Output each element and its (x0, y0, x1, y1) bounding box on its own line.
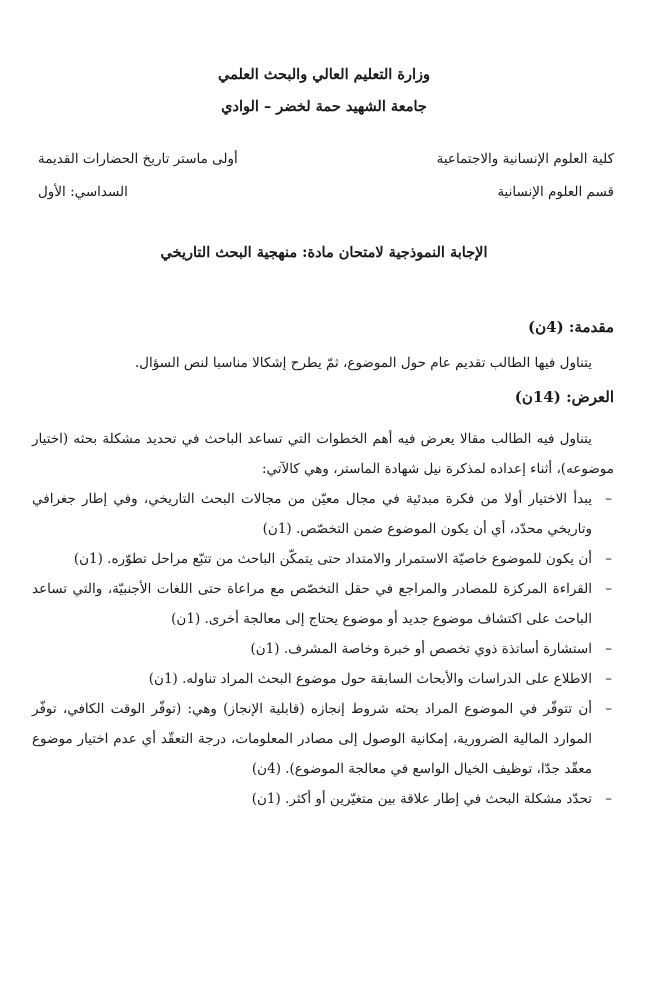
list-item: – تحدّد مشكلة البحث في إطار علاقة بين متغيّرين أو أكثر. (1ن) (32, 784, 614, 814)
ministry-name: وزارة التعليم العالي والبحث العلمي (218, 66, 430, 83)
list-item: – القراءة المركزة للمصادر والمراجع في حقل التخصّص مع مراعاة حتى اللغات الأجنبيّة، والتي تساعد الباحث على اكتشاف موضوع جديد أو موضوع يحتاج إلى معالجة أخرى. (1ن) (32, 574, 614, 634)
department-name: قسم العلوم الإنسانية (497, 184, 614, 200)
list-item: – أن يكون للموضوع خاصيّة الاستمرار والامتداد حتى يتمكّن الباحث من تتبّع مراحل تطوّره. (1ن) (32, 544, 614, 574)
list-item: – الاطلاع على الدراسات والأبحاث السابقة حول موضوع البحث المراد تناوله. (1ن) (32, 664, 614, 694)
level-name: أولى ماستر تاريخ الحضارات القديمة (38, 151, 238, 167)
document-title: الإجابة النموذجية لامتحان مادة: منهجية البحث التاريخي (160, 244, 488, 261)
list-item: – يبدأ الاختيار أولا من فكرة مبدئية في مجال معيّن من مجالات البحث التاريخي، وفي إطار جغرافي وتاريخي محدّد، أي أن يكون الموضوع ضمن التخصّص. (1ن) (32, 484, 614, 544)
faculty-name: كلية العلوم الإنسانية والاجتماعية (436, 151, 614, 167)
body-intro-text: يتناول فيه الطالب مقالا يعرض فيه أهم الخطوات التي تساعد الباحث في تحديد مشكلة بحثه (اختيار موضوعه)، أثناء إعداده لمذكرة نيل شهادة الماستر، وهي كالآتي: (32, 431, 614, 477)
list-item: – استشارة أساتذة ذوي تخصص أو خبرة وخاصة المشرف. (1ن) (32, 634, 614, 664)
intro-heading: مقدمة: (4ن) (528, 318, 614, 336)
university-name: جامعة الشهيد حمة لخضر – الوادي (221, 98, 427, 115)
semester-label: السداسي: الأول (38, 184, 128, 200)
list-item: – أن تتوفّر في الموضوع المراد بحثه شروط إنجازه (قابلية الإنجاز) وهي: (توفّر الوقت الكافي، توفّر الموارد المالية الضرورية، إمكانية الوصول إلى مصادر المعلومات، درجة التعقّد أي عدم اختيار موضوع معقّد جدّا، توظيف الخيال الواسع في معالجة الموضوع). (4ن) (32, 694, 614, 784)
steps-list (32, 484, 614, 814)
intro-text: يتناول فيها الطالب تقديم عام حول الموضوع، ثمّ يطرح إشكالا مناسبا لنص السؤال. (134, 355, 592, 371)
body-heading: العرض: (14ن) (514, 388, 614, 406)
